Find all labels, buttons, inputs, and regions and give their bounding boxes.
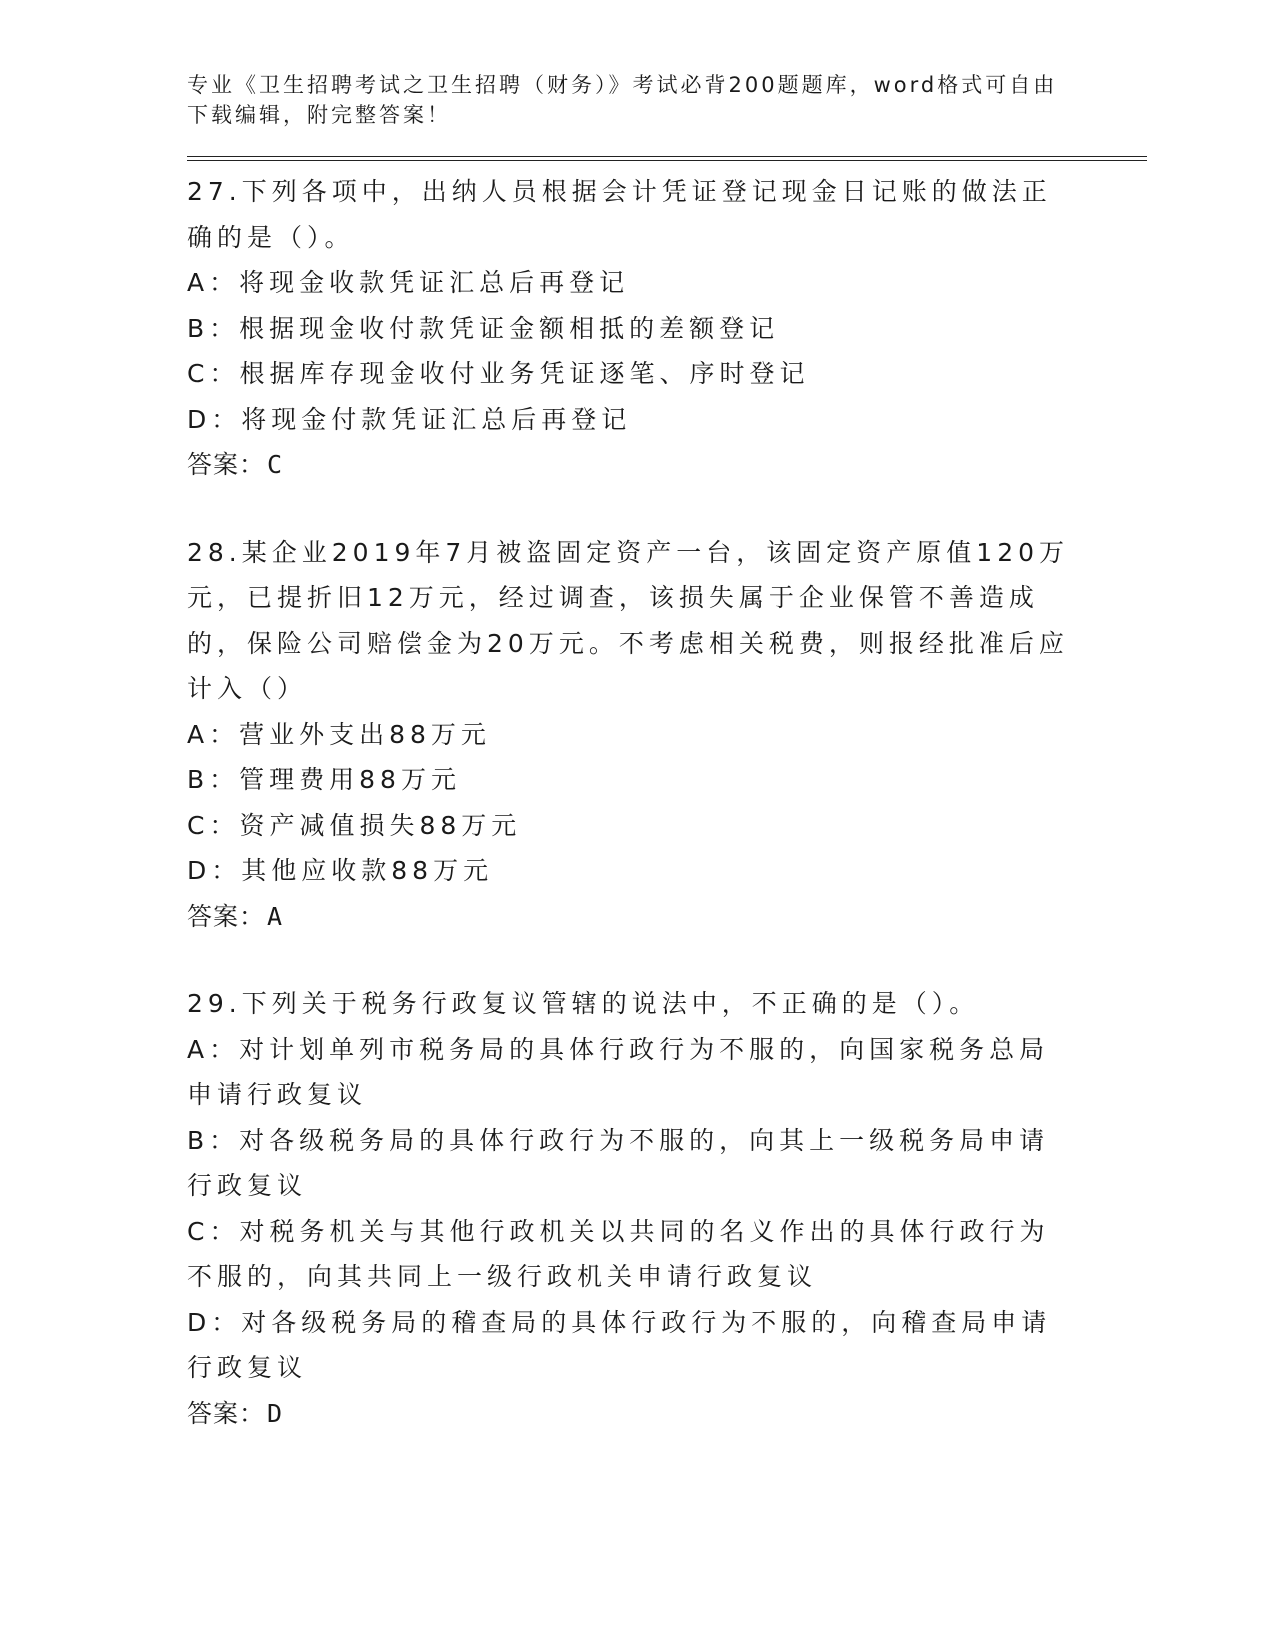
answer-line (187, 1391, 1147, 1437)
answer-label: 答案： (187, 450, 266, 479)
option-d: D：对各级税务局的稽查局的具体行政行为不服的，向稽查局申请行政复议 (187, 1307, 1052, 1382)
answer-label: 答案： (187, 1398, 266, 1428)
divider-line-bottom (187, 160, 1147, 161)
option-b: B：根据现金收付款凭证金额相抵的差额登记 (187, 313, 780, 343)
option-a: A：对计划单列市税务局的具体行政行为不服的，向国家税务总局申请行政复议 (187, 1034, 1050, 1109)
question-stem: 28.某企业2019年7月被盗固定资产一台，该固定资产原值120万元，已提折旧12万元，经过调查，该损失属于企业保管不善造成的，保险公司赔偿金为20万元。不考虑相关税费，则报经批准后应计入（） (187, 537, 1070, 703)
answer-value: A (267, 901, 284, 931)
option-c: C：根据库存现金收付业务凭证逐笔、序时登记 (187, 359, 810, 388)
option-d: D：将现金付款凭证汇总后再登记 (187, 404, 632, 434)
option-b: B：对各级税务局的具体行政行为不服的，向其上一级税务局申请行政复议 (187, 1125, 1050, 1200)
option-d: D：其他应收款88万元 (187, 856, 494, 885)
question-list (187, 169, 1147, 1436)
answer-line (187, 894, 1147, 940)
divider-line-top (187, 156, 1147, 157)
option-a: A：将现金收款凭证汇总后再登记 (187, 268, 630, 297)
question-27 (187, 169, 1147, 488)
document-header: 专业《卫生招聘考试之卫生招聘（财务）》考试必背200题题库，word格式可自由下载编辑，附完整答案！ (187, 73, 1058, 127)
answer-value: C (267, 450, 284, 479)
option-c: C：对税务机关与其他行政机关以共同的名义作出的具体行政行为不服的，向其共同上一级行政机关申请行政复议 (187, 1216, 1050, 1291)
question-29 (187, 981, 1147, 1436)
header-divider (187, 156, 1147, 161)
answer-value: D (267, 1398, 284, 1428)
document-page (187, 70, 1147, 1478)
question-stem: 29.下列关于税务行政复议管辖的说法中，不正确的是（）。 (187, 989, 980, 1018)
option-b: B：管理费用88万元 (187, 765, 461, 794)
option-a: A：营业外支出88万元 (187, 719, 491, 749)
answer-line (187, 442, 1147, 488)
answer-label: 答案： (187, 901, 266, 931)
option-c: C：资产减值损失88万元 (187, 810, 522, 840)
question-28 (187, 530, 1147, 940)
question-stem: 27.下列各项中，出纳人员根据会计凭证登记现金日记账的做法正确的是（）。 (187, 177, 1052, 252)
